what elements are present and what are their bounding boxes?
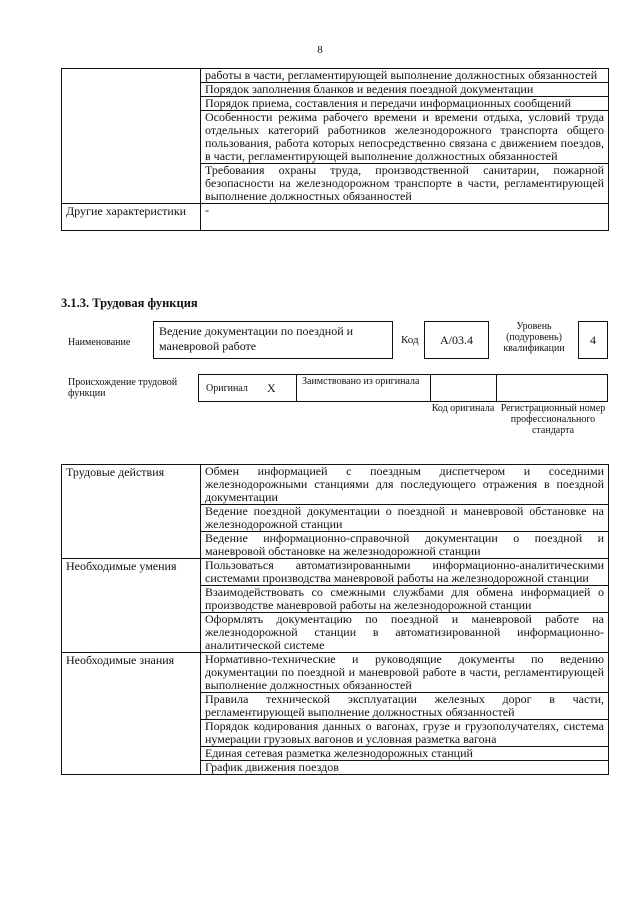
empty-label-cell [62,69,201,204]
divider [430,375,431,401]
table-cell: Нормативно-технические и руководящие документы по ведению документации по поездной и маневровой работе в части, регламентирующей выполнение должностных обязанностей [201,653,609,693]
table-cell: Порядок приема, составления и передачи информационных сообщений [201,97,609,111]
section-title: 3.1.3. Трудовая функция [61,296,198,310]
continuation-table [61,68,609,231]
table-cell: Ведение информационно-справочной документации о поездной и маневровой обстановке на железнодорожной станции [201,532,609,559]
table-cell: График движения поездов [201,761,609,775]
other-characteristics-value: - [201,204,609,231]
table-cell: Порядок заполнения бланков и ведения поездной документации [201,83,609,97]
group-label: Необходимые умения [62,559,201,653]
other-characteristics-label: Другие характеристики [62,204,201,231]
function-code: А/03.4 [440,333,473,347]
borrowed-label: Заимствовано из оригинала [302,376,420,387]
table-cell: Правила технической эксплуатации железных дорог в части, регламентирующей выполнение должностных обязанностей [201,693,609,720]
function-code-box [424,321,489,359]
name-label: Наименование [68,337,131,348]
origin-label: Происхождение трудовой функции [68,377,178,399]
reg-caption: Регистрационный номер профессионального стандарта [500,403,606,436]
table-cell: работы в части, регламентирующей выполнение должностных обязанностей [201,69,609,83]
function-name-box [153,321,393,359]
level-label: Уровень (подуровень) квалификации [503,321,565,354]
table-cell: Единая сетевая разметка железнодорожных станций [201,747,609,761]
group-label: Необходимые знания [62,653,201,775]
table-cell: Особенности режима рабочего времени и времени отдыха, условий труда отдельных категорий работников железнодорожного транспорта общего пользования, работа которых непосредственно связана с движением поездов, в части, регламентирующей выполнение должностных обязанностей [201,111,609,164]
code-label: Код [401,334,419,346]
divider [496,375,497,401]
code-caption: Код оригинала [431,403,495,414]
table-cell: Пользоваться автоматизированными информационно-аналитическими системами производства маневровой работы на железнодорожной станции [201,559,609,586]
function-name: Ведение документации по поездной и маневровой работе [159,324,354,353]
divider [296,375,297,401]
table-cell: Взаимодействовать со смежными службами для обмена информацией о производстве маневровой работы на железнодорожной станции [201,586,609,613]
group-label: Трудовые действия [62,465,201,559]
table-cell: Требования охраны труда, производственной санитарии, пожарной безопасности на железнодорожном транспорте в части, регламентирующей выполнение должностных обязанностей [201,164,609,204]
level-value: 4 [590,333,596,347]
level-box [578,321,608,359]
function-table [61,464,609,775]
table-cell: Обмен информацией с поездным диспетчером и соседними железнодорожными станциями для последующего отражения в поездной документации [201,465,609,505]
original-mark: X [267,381,276,395]
table-cell: Ведение поездной документации о поездной и маневровой обстановке на железнодорожной станции [201,505,609,532]
origin-box [198,374,608,402]
original-label: Оригинал [206,383,248,394]
page-number: 8 [317,44,323,56]
table-cell: Оформлять документацию по поездной и маневровой работе на железнодорожной станции в автоматизированной информационно-аналитической системе [201,613,609,653]
table-cell: Порядок кодирования данных о вагонах, грузе и грузополучателях, система нумерации грузовых вагонов и условная разметка вагона [201,720,609,747]
